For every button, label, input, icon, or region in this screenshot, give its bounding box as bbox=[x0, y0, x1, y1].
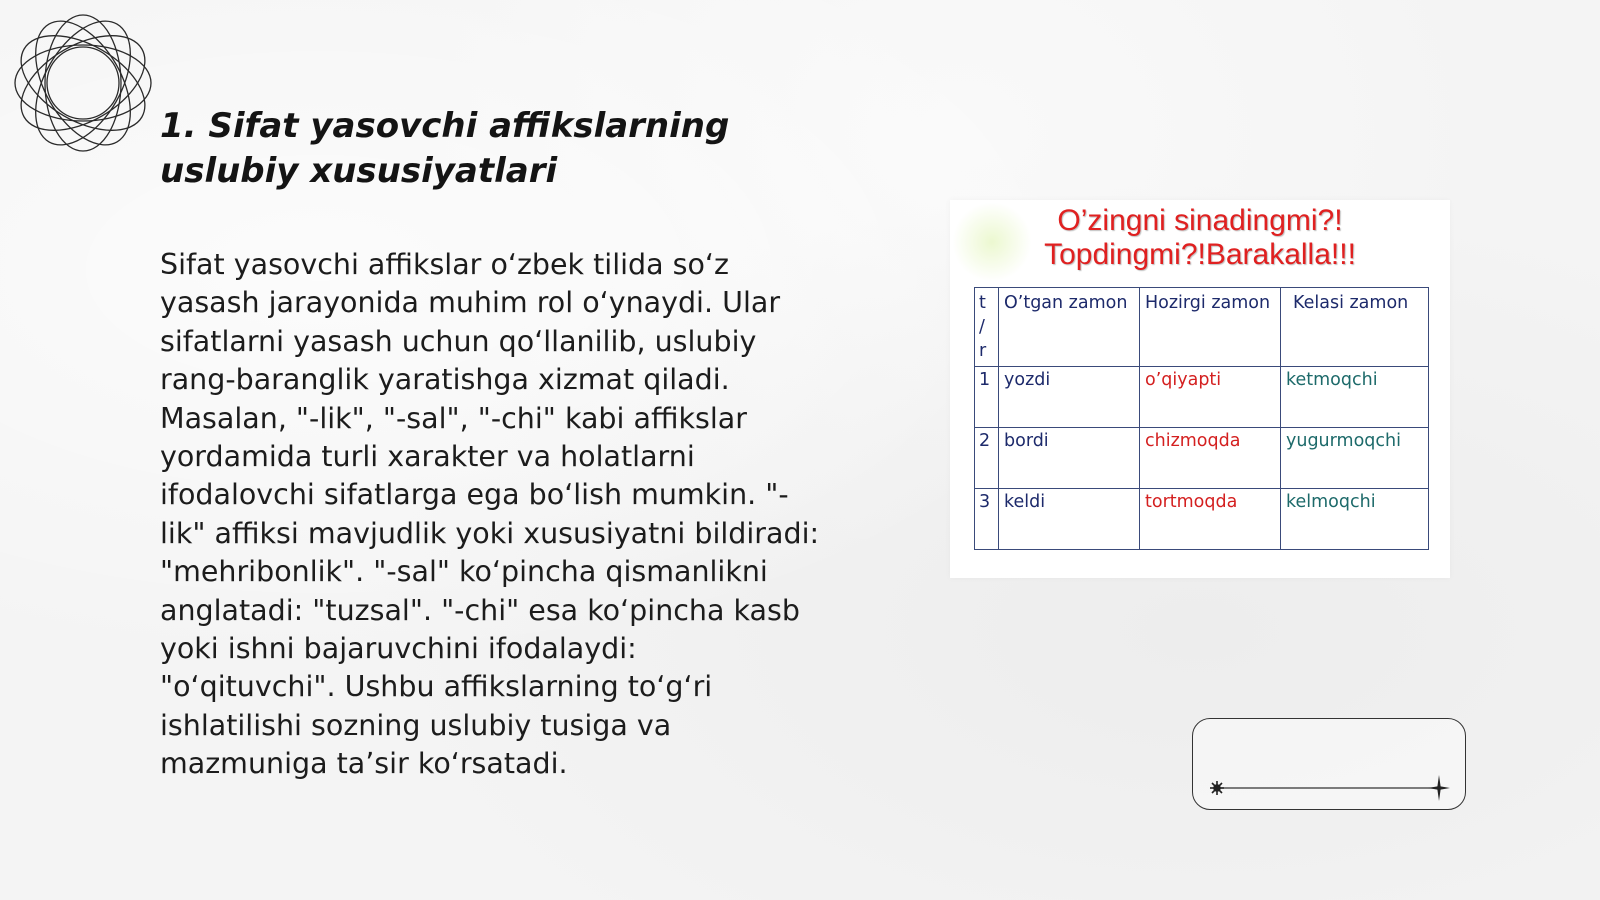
cell-future: kelmoqchi bbox=[1281, 489, 1429, 550]
timeline-box bbox=[1192, 718, 1466, 810]
cell-past: keldi bbox=[999, 489, 1140, 550]
cell-present: tortmoqda bbox=[1140, 489, 1281, 550]
slide-title: 1. Sifat yasovchi affikslarning uslubiy xususiyatlari bbox=[160, 106, 730, 191]
row-num: 1 bbox=[975, 367, 999, 428]
cell-past: yozdi bbox=[999, 367, 1140, 428]
body-paragraph: Sifat yasovchi affikslar oʻzbek tilida soʻz yasash jarayonida muhim rol oʻynaydi. Ular sifatlarni yasash uchun qoʻllanilib, uslubiy rang-baranglik yaratishga xizmat qiladi. Masalan, "-lik", "-sal", "-chi" kabi affikslar yordamida turli xarakter va holatlarni ifodalovchi sifatlarga ega boʻlish mumkin. "-lik" affiksi mavjudlik yoki xususiyatni bildiradi: "mehribonlik". "-sal" koʻpincha qismanlikni anglatadi: "tuzsal". "-chi" esa koʻpincha kasb yoki ishni bajaruvchini ifodalaydi: "oʻqituvchi". Ushbu affikslarning toʻgʻri ishlatilishi sozning uslubiy tusiga va mazmuniga taʼsir koʻrsatadi. bbox=[160, 248, 820, 781]
row-num: 3 bbox=[975, 489, 999, 550]
sparkle-star-icon bbox=[1428, 775, 1450, 801]
table-row bbox=[975, 367, 1429, 428]
table-row bbox=[975, 489, 1429, 550]
table-header-row bbox=[975, 288, 1429, 367]
quiz-heading-line-2: Topdingmi?!Barakalla!!! bbox=[1044, 238, 1356, 271]
interlocking-rings-icon bbox=[8, 8, 158, 158]
quiz-image bbox=[950, 200, 1450, 578]
header-present: Hozirgi zamon bbox=[1140, 288, 1281, 367]
header-future: Kelasi zamon bbox=[1281, 288, 1429, 367]
cell-present: o’qiyapti bbox=[1140, 367, 1281, 428]
header-num: t / r bbox=[975, 288, 999, 367]
cell-future: yugurmoqchi bbox=[1281, 428, 1429, 489]
tense-table bbox=[974, 287, 1429, 550]
cell-present: chizmoqda bbox=[1140, 428, 1281, 489]
header-past: O’tgan zamon bbox=[999, 288, 1140, 367]
sun-burst-icon bbox=[1210, 781, 1224, 795]
timeline-graphic bbox=[1193, 719, 1465, 809]
cell-future: ketmoqchi bbox=[1281, 367, 1429, 428]
table-row bbox=[975, 428, 1429, 489]
quiz-heading bbox=[950, 204, 1450, 272]
cell-past: bordi bbox=[999, 428, 1140, 489]
row-num: 2 bbox=[975, 428, 999, 489]
quiz-heading-line-1: O’zingni sinadingmi?! bbox=[1057, 204, 1343, 237]
